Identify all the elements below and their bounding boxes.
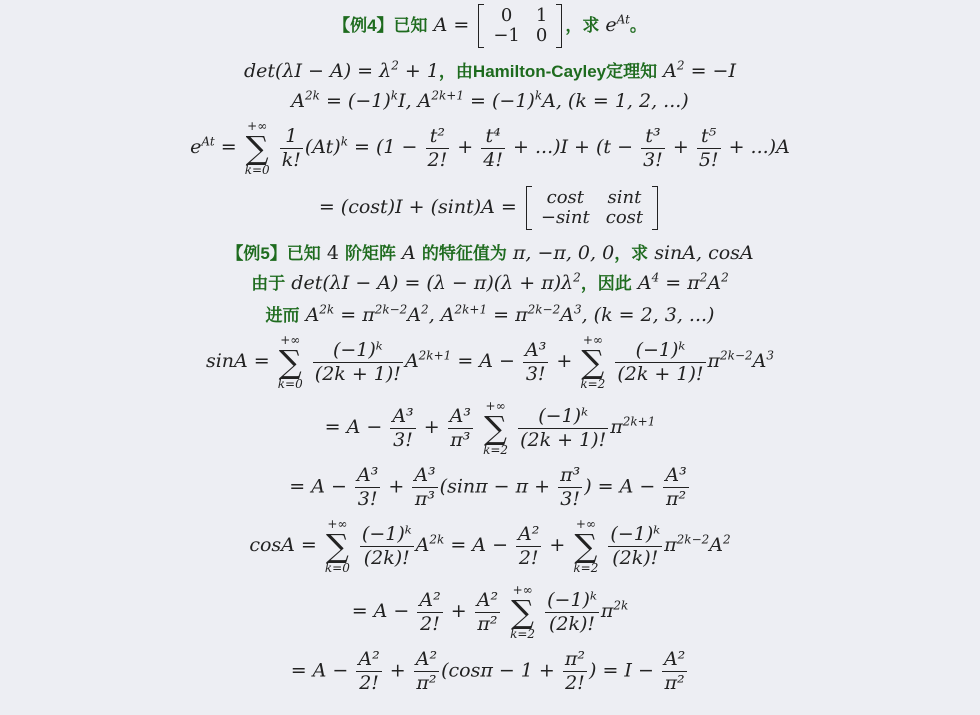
matrix-cell: 1 [535,5,548,26]
fraction: $\frac{\text{A³}}{3!}$ [525,338,547,385]
fraction: $\frac{\text{A²}}{2!}$ [358,648,380,694]
text: 进而 [265,306,300,325]
fraction: $\frac{\text{A³}}{3!}$ [392,404,414,451]
power-relations-2 [0,302,980,326]
term: sinA, cosA [654,242,754,264]
term: det(λI − A) = (λ − π)(λ + π)λ [291,272,574,294]
exponent: 2k [305,88,320,103]
matrix-cell: cost [605,207,644,228]
example4-heading [0,4,980,48]
cos-series [0,518,980,574]
characteristic-line [0,58,980,82]
rotation-matrix [526,186,658,230]
term: sinA = [205,350,276,372]
term: A [407,304,422,326]
fraction: $\frac{\text{(−1)ᵏ}}{(2k)!}$ [547,588,597,635]
term: (cosπ − 1 + [441,659,561,682]
term: = A − [290,659,355,682]
fraction: $\frac{\text{(−1)ᵏ}}{(2k)!}$ [610,522,661,569]
matrix-cell: cost [546,187,584,208]
exponent: k [390,88,399,103]
term: = π [659,272,700,294]
exponent: 4 [651,270,660,285]
exponent: 2k+1 [431,88,464,103]
example5-heading [0,244,980,263]
exponent: 2 [573,270,581,285]
term: A [637,272,652,294]
exponent: 2 [723,532,731,547]
term: = A − [289,475,353,498]
term: + ...)A [722,136,790,158]
fraction: $\frac{\text{A²}}{\text{π²}}$ [663,648,686,694]
exponent: 2 [721,270,729,285]
term: A, (k = 1, 2, ...) [542,90,689,112]
order: 4 [326,242,339,264]
rhs: A [663,60,677,82]
term: + [382,475,411,498]
exponent: 2k [429,532,445,547]
exponent: 2k−2 [527,302,561,317]
term: π [707,350,721,372]
fraction: $\frac{\text{t³}}{3!}$ [643,124,663,171]
term: = A − [324,416,389,438]
term: A [404,350,419,372]
exponent: 2k+1 [622,414,656,429]
term: + [550,350,579,372]
term: = (1 − [348,136,424,158]
text: 阶矩阵 [345,244,396,263]
term: , A [428,304,455,326]
hamilton-cayley-text: ，由Hamilton-Cayley定理知 [438,62,658,81]
matrix-cell: −1 [493,25,520,46]
text: ，因此 [580,274,632,293]
matrix-a [478,4,562,48]
fraction: $\frac{\text{t²}}{2!}$ [427,124,448,171]
exponent: k [340,134,349,149]
fraction: $\frac{\text{A²}}{\text{π²}}$ [415,648,438,694]
char-poly-tail: + 1 [398,60,439,82]
term: = A − [451,350,522,372]
term: = A − [444,534,515,556]
summation: +∞ ∑ k=2 [573,517,599,575]
term: (sinπ − π + [439,475,557,498]
rotation-matrix-line [0,186,980,230]
equals: = [214,136,243,158]
fraction: $\frac{\text{A³}}{\text{π²}}$ [665,464,687,510]
term: A [707,272,722,294]
example4-label: 【例4】已知 [333,16,428,35]
term: ) = A − [584,475,662,498]
term: A [709,534,724,556]
exponent: 2k−2 [720,348,753,363]
term: A [305,304,320,326]
fraction: $\frac{\text{(−1)ᵏ}}{(2k + 1)!}$ [520,404,607,451]
term: ) = I − [589,659,660,682]
term: + [451,136,480,158]
exponent: At [201,134,215,149]
term: A [291,90,306,112]
summation: +∞ ∑ k=0 [324,517,350,575]
fraction: $\frac{\text{π²}}{2!}$ [564,648,586,694]
eigenvalues: π, −π, 0, 0 [512,242,615,264]
term: + [666,136,695,158]
term: = π [487,304,528,326]
cos-series-step2 [0,584,980,640]
fraction: $\frac{\text{A³}}{\text{π³}}$ [449,404,472,451]
characteristic-line-2 [0,270,980,294]
matrix-cell: 0 [500,5,513,26]
term: I, A [398,90,432,112]
fraction: $\frac{\text{A³}}{\text{π³}}$ [414,464,436,510]
term: A [415,534,430,556]
rhs-tail: = −I [684,60,736,82]
term: = π [334,304,375,326]
summation: +∞ ∑ k=0 [277,333,303,391]
term: + [444,600,473,622]
matrix-cell: 0 [535,25,548,46]
term: + [383,659,412,682]
exponent: 2 [676,58,685,73]
exponent: 2k−2 [374,302,408,317]
text: 的特征值为 [421,244,507,263]
fraction: $\frac{\text{π³}}{3!}$ [560,464,581,510]
example4-ask: ，求 [565,16,600,35]
matrix-cell: sint [607,187,642,208]
matrix-cell: −sint [540,207,590,228]
matrix-a-eq: A = [433,14,470,36]
sin-series-step2 [0,400,980,456]
exponent: 3 [573,302,582,317]
text: 由于 [251,274,286,293]
text: ，求 [614,244,649,263]
fraction: $\frac{\text{(−1)ᵏ}}{(2k)!}$ [361,522,412,569]
exponent: 2k [319,302,335,317]
term: π [600,600,614,622]
term: + [543,534,572,556]
fraction: $\frac{\text{t⁵}}{5!}$ [698,124,719,171]
power-relations [0,88,980,112]
example5-label: 【例5】已知 [226,244,321,263]
exponent: 2 [391,58,399,73]
exponent: 2k [613,598,629,613]
exponent: k [534,88,543,103]
example4-end: 。 [629,16,647,35]
term: (At) [304,136,341,158]
term: + [417,416,446,438]
sin-series [0,334,980,390]
exponent: 2k+1 [418,348,452,363]
term: A [752,350,767,372]
summation: +∞ ∑ k=2 [510,583,536,641]
term: = (−1) [463,90,535,112]
term: π [664,534,677,556]
term: = A − [351,600,416,622]
term: cosA = [249,534,323,556]
fraction: $\frac{\text{(−1)ᵏ}}{(2k + 1)!}$ [617,338,704,385]
char-poly: det(λI − A) = λ [244,60,392,82]
term: A [402,242,416,264]
fraction: $\frac{\text{t⁴}}{4!}$ [483,124,503,171]
term: , (k = 2, 3, ...) [581,304,715,326]
exponent: 3 [766,348,775,363]
term: + ...)I + (t − [506,136,640,158]
exponent: 2k+1 [454,302,488,317]
term: = (cost)I + (sint)A = [318,196,517,218]
fraction: $\frac{\text{A²}}{2!}$ [419,588,441,635]
term: A [560,304,574,326]
fraction: $\frac{\text{A³}}{3!}$ [356,464,379,510]
term: = (−1) [319,90,391,112]
term: π [610,416,623,438]
exponential-series [0,120,980,176]
cos-result [0,650,980,693]
fraction: $\frac{\text{A²}}{\text{π²}}$ [476,588,499,635]
term: e [190,136,202,158]
sin-result [0,466,980,509]
fraction: $\frac{\text{A²}}{2!}$ [518,522,540,569]
example4-target: $e^{At}$ [605,12,630,36]
exponent: 2 [421,302,429,317]
summation: +∞ ∑ k=0 [244,119,270,177]
summation: +∞ ∑ k=2 [580,333,606,391]
fraction: $\frac{1}{k!}$ [281,124,301,171]
exponent: 2k−2 [676,532,710,547]
summation: +∞ ∑ k=2 [483,399,509,457]
fraction: $\frac{\text{(−1)ᵏ}}{(2k + 1)!}$ [314,338,401,385]
exponent: 2 [699,270,708,285]
